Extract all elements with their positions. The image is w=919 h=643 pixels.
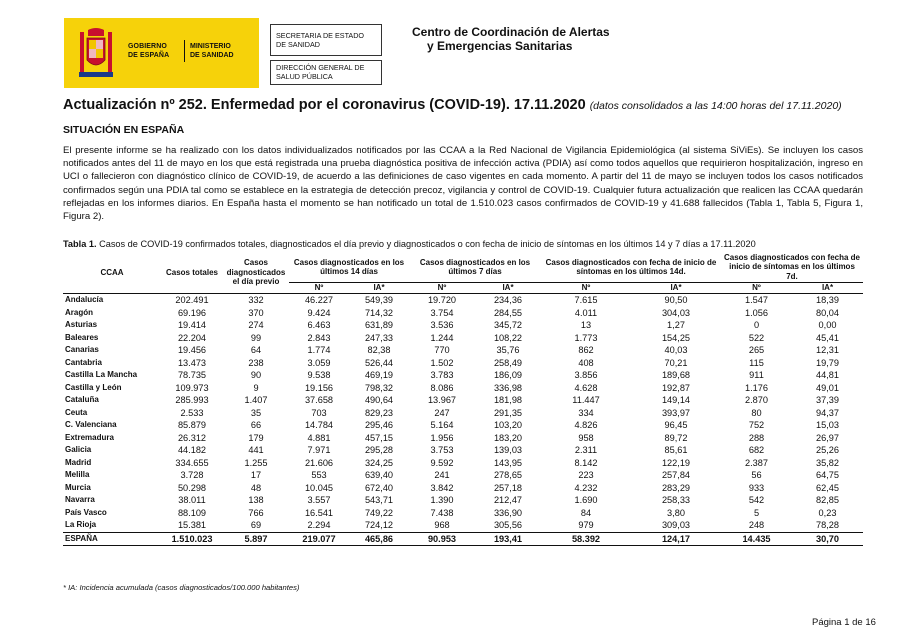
table-cell: 45,41 <box>816 332 839 343</box>
table-row <box>63 344 863 357</box>
table-cell: 26,97 <box>816 432 839 443</box>
table-cell: 1.774 <box>307 345 331 355</box>
section-heading: SITUACIÓN EN ESPAÑA <box>63 124 185 136</box>
table-row <box>63 482 863 495</box>
secretaria-line: SECRETARIA DE ESTADO <box>276 31 364 40</box>
table-cell: 69.196 <box>177 307 207 318</box>
table-cell: 1.547 <box>745 295 768 305</box>
ccaa-name-cell: Murcia <box>65 482 91 492</box>
table-cell: 8.086 <box>430 382 454 393</box>
table-cell: 88.109 <box>177 507 207 518</box>
table-cell: 288 <box>748 432 765 443</box>
table-cell: 138 <box>248 495 264 505</box>
table-cell: 2.533 <box>180 407 204 418</box>
table-cell: 84 <box>580 507 592 518</box>
table-cell: 12,31 <box>816 345 839 355</box>
table-cell: 324,25 <box>364 457 394 468</box>
table-cell: 285.993 <box>175 395 209 405</box>
table-cell: 798,32 <box>364 382 394 393</box>
table-cell: 1.510.023 <box>161 532 223 546</box>
table-cell: 46.227 <box>304 295 334 305</box>
table-cell: 0,23 <box>818 507 837 518</box>
table-cell: 58.392 <box>541 532 631 546</box>
table-cell: 18,39 <box>816 295 839 305</box>
page-number: Página 1 de 16 <box>812 617 876 628</box>
table-cell: 305,56 <box>493 520 523 530</box>
gov-name-line: GOBIERNO <box>128 43 167 50</box>
table-cell: 189,68 <box>661 370 691 380</box>
table-cell: 703 <box>311 407 327 418</box>
table-cell: 19.414 <box>177 320 207 330</box>
table-cell: 291,35 <box>493 407 523 418</box>
table-cell: 714,32 <box>364 307 394 318</box>
header-ia: IA* <box>502 283 514 293</box>
table-cell: 1.056 <box>745 307 768 318</box>
table-cell: 543,71 <box>364 495 394 505</box>
table-cell: 37,39 <box>816 395 839 405</box>
table-cell: 304,03 <box>661 307 691 318</box>
table-cell: 202.491 <box>175 295 209 305</box>
table-cell: 179 <box>248 432 264 443</box>
table-cell: 44,81 <box>816 370 839 380</box>
table-cell: 35,82 <box>816 457 839 468</box>
table-cell: 78,28 <box>816 520 839 530</box>
table-cell: 265 <box>748 345 765 355</box>
table-cell: 64 <box>250 345 262 355</box>
table-cell: 933 <box>748 482 765 493</box>
alert-center-name <box>412 25 610 53</box>
ccaa-name-cell: Extremadura <box>65 432 114 442</box>
table-cell: 19.156 <box>304 382 334 393</box>
table-cell: 284,55 <box>493 307 523 318</box>
header-symptoms-14d: Casos diagnosticados con fecha de inicio de síntomas en los últimos 14d. <box>541 252 721 283</box>
header-diag-14d: Casos diagnosticados en los últimos 14 días <box>289 252 409 283</box>
table-cell: 408 <box>578 357 594 368</box>
table-cell: 469,19 <box>364 370 394 380</box>
coat-of-arms-icon <box>78 26 114 80</box>
table-cell: 192,87 <box>661 382 691 393</box>
table-cell: 80 <box>751 407 762 418</box>
table-row <box>63 294 863 307</box>
table-cell: 1.502 <box>430 357 454 368</box>
header-ia: IA* <box>670 283 682 293</box>
header-symptoms-7d: Casos diagnosticados con fecha de inicio de síntomas en los últimos 7d. <box>721 252 863 283</box>
table-cell: 5 <box>753 507 760 518</box>
table-cell: 257,18 <box>493 482 523 493</box>
table-cell: 109.973 <box>175 382 209 393</box>
table-cell: 82,38 <box>367 345 391 355</box>
table-cell: 257,84 <box>661 470 691 480</box>
table-cell: 66 <box>250 420 262 430</box>
table-cell: 241 <box>434 470 450 480</box>
table-cell: 22.204 <box>177 332 207 343</box>
table-row <box>63 319 863 332</box>
table-cell: 770 <box>434 345 450 355</box>
table-cell: 223 <box>578 470 594 480</box>
gov-name-line: DE ESPAÑA <box>128 52 170 59</box>
table-cell: 50.298 <box>177 482 207 493</box>
table-cell: 8.142 <box>574 457 598 468</box>
table-cell: 13 <box>580 320 592 330</box>
report-title-subtitle: (datos consolidados a las 14:00 horas del 17.11.2020) <box>589 100 842 112</box>
table-cell: 9.538 <box>307 370 331 380</box>
table-cell: 3.856 <box>574 370 598 380</box>
table-cell: 3.753 <box>430 445 454 455</box>
header-ia: IA* <box>373 283 385 293</box>
table-cell: 17 <box>250 470 262 480</box>
table-cell: 35,76 <box>496 345 520 355</box>
table-row <box>63 419 863 432</box>
ccaa-name-cell: Canarias <box>65 345 99 354</box>
table-cell: 15.381 <box>177 520 207 530</box>
table-cell: 274 <box>248 320 264 330</box>
table-cell: 749,22 <box>364 507 394 518</box>
table-cell: 69 <box>250 520 262 530</box>
table-cell: 3.754 <box>430 307 454 318</box>
table-cell: 258,49 <box>493 357 523 368</box>
table-cell: 336,98 <box>493 382 523 393</box>
report-title-text: Actualización nº 252. Enfermedad por el coronavirus (COVID-19). 17.11.2020 <box>63 97 586 113</box>
ccaa-name-cell: Madrid <box>65 457 92 467</box>
table-cell: 3.728 <box>180 470 204 480</box>
table-cell: 3.536 <box>430 320 454 330</box>
table-cell: 0 <box>753 320 760 330</box>
table-cell: 13.967 <box>427 395 457 405</box>
table-cell: 829,23 <box>364 407 394 418</box>
table-cell: 332 <box>248 295 264 305</box>
table-cell: 911 <box>749 370 764 380</box>
table-cell: 124,17 <box>631 532 721 546</box>
table-cell: 766 <box>248 507 264 518</box>
table-cell: 631,89 <box>364 320 394 330</box>
table-cell: 4.628 <box>574 382 598 393</box>
table-cell: 0,00 <box>818 320 837 330</box>
table-cell: 30,70 <box>792 532 863 546</box>
table-cell: 139,03 <box>493 445 523 455</box>
ccaa-name-cell: Ceuta <box>65 407 88 417</box>
header-n: Nº <box>437 283 447 293</box>
table-cell: 49,01 <box>816 382 839 393</box>
table-cell: 1.690 <box>574 495 598 505</box>
table-cell: 70,21 <box>664 357 688 368</box>
table-cell: 248 <box>748 520 765 530</box>
table-cell: 48 <box>250 482 262 493</box>
ccaa-name-cell: ESPAÑA <box>63 532 161 546</box>
table-cell: 979 <box>578 520 594 530</box>
table-cell: 143,95 <box>493 457 523 468</box>
table-row <box>63 519 863 532</box>
table-cell: 85,61 <box>664 445 688 455</box>
table-caption <box>63 239 756 249</box>
table-caption-text: Casos de COVID-19 confirmados totales, diagnosticados el día previo y diagnosticados o con fecha de inicio de síntomas en los últimos 14 y 7 días a 17.11.2020 <box>96 239 756 249</box>
table-cell: 3,80 <box>667 507 685 518</box>
ministry-line: DE SANIDAD <box>190 52 234 59</box>
table-caption-label: Tabla 1. <box>63 239 97 249</box>
table-cell: 85.879 <box>177 420 207 430</box>
table-cell: 26.312 <box>177 432 207 443</box>
table-cell: 465,86 <box>349 532 409 546</box>
table-cell: 19.720 <box>427 295 457 305</box>
table-cell: 1,27 <box>667 320 685 330</box>
ccaa-name-cell: Asturias <box>65 320 98 329</box>
table-row <box>63 407 863 420</box>
ccaa-name-cell: Cataluña <box>65 395 99 404</box>
table-cell: 247 <box>434 407 450 418</box>
table-cell: 672,40 <box>364 482 394 493</box>
table-cell: 14.784 <box>304 420 334 430</box>
table-cell: 78.735 <box>177 370 207 380</box>
table-cell: 309,03 <box>661 520 691 530</box>
header-diag-7d: Casos diagnosticados en los últimos 7 días <box>409 252 541 283</box>
table-cell: 62,45 <box>816 482 839 493</box>
table-cell: 219.077 <box>289 532 349 546</box>
table-cell: 35 <box>250 407 262 418</box>
direccion-line: DIRECCIÓN GENERAL DE <box>276 63 365 72</box>
table-cell: 3.842 <box>430 482 454 493</box>
ccaa-name-cell: C. Valenciana <box>65 420 117 429</box>
ccaa-name-cell: La Rioja <box>65 520 97 529</box>
table-cell: 1.244 <box>430 332 454 343</box>
table-cell: 6.463 <box>307 320 331 330</box>
table-cell: 16.541 <box>304 507 334 518</box>
table-row <box>63 469 863 482</box>
intro-paragraph: El presente informe se ha realizado con los datos individualizados notificados por las CCAA a la Red Nacional de Vigilancia Epidemiológica (al sistema SiViEs). Se incluyen los casos notificados antes del 11 de mayo en los que está registrada una prueba diagnóstica positiva de infección activa (PDIA) así como todos aquellos que requirieron hospitalización, ingreso en UCI o fallecieron con diagnóstico clínico de COVID-19, de acuerdo a las definiciones de caso vigentes en cada momento. A partir del 11 de mayo se incluyen todos los casos notificados confirmados según una PDIA tal como se establece en la estrategia de detección precoz, vigilancia y control de COVID-19. Cualquier futura actualización que realicen las CCAA quedarán reflejadas en los informes diarios. En España hasta el momento se han notificado un total de 1.510.023 casos confirmados de COVID-19 y 41.688 fallecidos (Tabla 1, Tabla 5, Figura 1, Figura 2). <box>63 145 863 223</box>
direccion-box <box>270 60 382 85</box>
table-cell: 258,33 <box>661 495 691 505</box>
table-footnote: * IA: Incidencia acumulada (casos diagnosticados/100.000 habitantes) <box>63 583 300 592</box>
header-n: Nº <box>314 283 324 293</box>
table-cell: 3.557 <box>307 495 331 505</box>
table-cell: 4.232 <box>574 482 598 493</box>
table-row <box>63 507 863 520</box>
table-cell: 393,97 <box>661 407 691 418</box>
header-n: Nº <box>752 283 761 293</box>
table-cell: 5.897 <box>223 532 289 546</box>
table-cell: 526,44 <box>364 357 394 368</box>
table-cell: 9.592 <box>430 457 454 468</box>
table-cell: 14.435 <box>721 532 792 546</box>
table-cell: 11.447 <box>572 395 600 405</box>
table-cell: 7.971 <box>307 445 331 455</box>
table-cell: 89,72 <box>664 432 688 443</box>
header-total: Casos totales <box>165 267 219 277</box>
table-cell: 9.424 <box>307 307 331 318</box>
table-cell: 2.870 <box>745 395 768 405</box>
table-cell: 4.011 <box>574 307 598 318</box>
ccaa-name-cell: Andalucía <box>65 295 104 304</box>
table-cell: 82,85 <box>816 495 839 505</box>
table-cell: 549,39 <box>364 295 394 305</box>
report-title <box>63 97 842 113</box>
table-row <box>63 494 863 507</box>
table-cell: 345,72 <box>493 320 523 330</box>
table-cell: 3.059 <box>307 357 331 368</box>
table-cell: 7.615 <box>574 295 598 305</box>
table-cell: 441 <box>248 445 264 455</box>
table-cell: 234,36 <box>493 295 523 305</box>
table-cell: 238 <box>248 357 264 368</box>
table-cell: 193,41 <box>475 532 541 546</box>
table-cell: 44.182 <box>177 445 207 455</box>
table-cell: 2.294 <box>307 520 331 530</box>
table-cell: 212,47 <box>493 495 523 505</box>
secretaria-line: DE SANIDAD <box>276 40 320 49</box>
table-cell: 2.311 <box>574 445 598 455</box>
table-cell: 96,45 <box>664 420 688 430</box>
secretaria-box <box>270 24 382 56</box>
table-cell: 19,79 <box>816 357 839 368</box>
ministry-name <box>190 42 234 60</box>
table-cell: 7.438 <box>430 507 454 518</box>
header-ccaa: CCAA <box>100 267 124 277</box>
table-cell: 336,90 <box>493 507 523 518</box>
table-cell: 4.881 <box>307 432 331 443</box>
table-cell: 1.390 <box>430 495 454 505</box>
table-cell: 247,33 <box>364 332 394 343</box>
table-cell: 19.456 <box>177 345 207 355</box>
table-cell: 94,37 <box>816 407 839 418</box>
header-ia: IA* <box>821 283 834 293</box>
table-cell: 334.655 <box>175 457 209 468</box>
ccaa-name-cell: Baleares <box>65 332 99 342</box>
table-cell: 958 <box>578 432 594 443</box>
table-cell: 15,03 <box>816 420 839 430</box>
cases-table-body <box>63 294 863 546</box>
table-cell: 181,98 <box>493 395 523 405</box>
table-cell: 724,12 <box>364 520 394 530</box>
table-cell: 25,26 <box>816 445 839 455</box>
table-cell: 103,20 <box>493 420 523 430</box>
table-cell: 862 <box>578 345 594 355</box>
table-row <box>63 382 863 395</box>
ccaa-name-cell: País Vasco <box>65 507 107 517</box>
table-cell: 90 <box>250 370 262 380</box>
table-row <box>63 444 863 457</box>
direccion-line: SALUD PÚBLICA <box>276 72 333 81</box>
table-cell: 1.956 <box>430 432 454 443</box>
center-line: y Emergencias Sanitarias <box>427 39 573 53</box>
table-row <box>63 357 863 370</box>
table-cell: 80,04 <box>816 307 839 318</box>
table-cell: 490,64 <box>364 395 394 405</box>
table-row <box>63 432 863 445</box>
table-cell: 639,40 <box>364 470 394 480</box>
table-cell: 183,20 <box>493 432 523 443</box>
table-cell: 1.176 <box>745 382 768 393</box>
ministry-line: MINISTERIO <box>190 43 231 50</box>
government-logo <box>64 18 259 88</box>
table-cell: 278,65 <box>493 470 523 480</box>
table-cell: 457,15 <box>364 432 394 443</box>
table-cell: 37.658 <box>304 395 334 405</box>
table-cell: 295,28 <box>364 445 394 455</box>
table-cell: 2.843 <box>307 332 331 343</box>
table-cell: 90,50 <box>664 295 688 305</box>
table-cell: 283,29 <box>661 482 691 493</box>
table-cell: 21.606 <box>304 457 334 468</box>
table-cell: 1.255 <box>244 457 268 468</box>
table-cell: 13.473 <box>177 357 207 368</box>
table-row <box>63 332 863 345</box>
table-cell: 90.953 <box>409 532 475 546</box>
gov-name <box>128 42 169 60</box>
table-cell: 5.164 <box>430 420 454 430</box>
ccaa-name-cell: Castilla y León <box>65 382 122 392</box>
table-cell: 295,46 <box>364 420 394 430</box>
table-cell: 122,19 <box>661 457 691 468</box>
table-row <box>63 394 863 407</box>
table-cell: 64,75 <box>816 470 839 480</box>
table-cell: 334 <box>578 407 594 418</box>
table-cell: 542 <box>748 495 765 505</box>
table-cell: 40,03 <box>664 345 688 355</box>
table-cell: 115 <box>749 357 764 368</box>
header-prev-day: Casos diagnosticados el día previo <box>226 258 286 287</box>
ccaa-name-cell: Galicia <box>65 445 92 454</box>
table-cell: 56 <box>751 470 762 480</box>
table-cell: 3.783 <box>430 370 454 380</box>
ccaa-name-cell: Navarra <box>65 495 95 504</box>
table-cell: 9 <box>253 382 259 393</box>
table-cell: 968 <box>434 520 450 530</box>
table-cell: 2.387 <box>745 457 768 468</box>
table-cell: 1.773 <box>574 332 598 343</box>
center-line: Centro de Coordinación de Alertas <box>412 25 610 39</box>
table-cell: 522 <box>748 332 765 343</box>
ccaa-name-cell: Cantabria <box>65 357 102 367</box>
ccaa-name-cell: Aragón <box>65 307 93 317</box>
table-total-row <box>63 532 863 546</box>
table-row <box>63 307 863 320</box>
table-cell: 154,25 <box>661 332 691 343</box>
table-cell: 186,09 <box>493 370 523 380</box>
table-cell: 1.407 <box>244 395 268 405</box>
ccaa-name-cell: Melilla <box>65 470 90 479</box>
table-cell: 108,22 <box>493 332 523 343</box>
table-cell: 149,14 <box>661 395 691 405</box>
table-cell: 10.045 <box>304 482 334 493</box>
logo-divider <box>184 40 185 62</box>
ccaa-name-cell: Castilla La Mancha <box>65 370 138 379</box>
header-n: Nº <box>581 283 591 293</box>
table-cell: 553 <box>311 470 327 480</box>
table-cell: 370 <box>248 307 264 318</box>
table-cell: 38.011 <box>178 495 206 505</box>
cases-table <box>63 252 863 546</box>
table-row <box>63 369 863 382</box>
table-cell: 99 <box>250 332 262 343</box>
table-cell: 4.826 <box>574 420 598 430</box>
table-cell: 682 <box>748 445 765 455</box>
table-row <box>63 457 863 470</box>
table-cell: 752 <box>748 420 765 430</box>
